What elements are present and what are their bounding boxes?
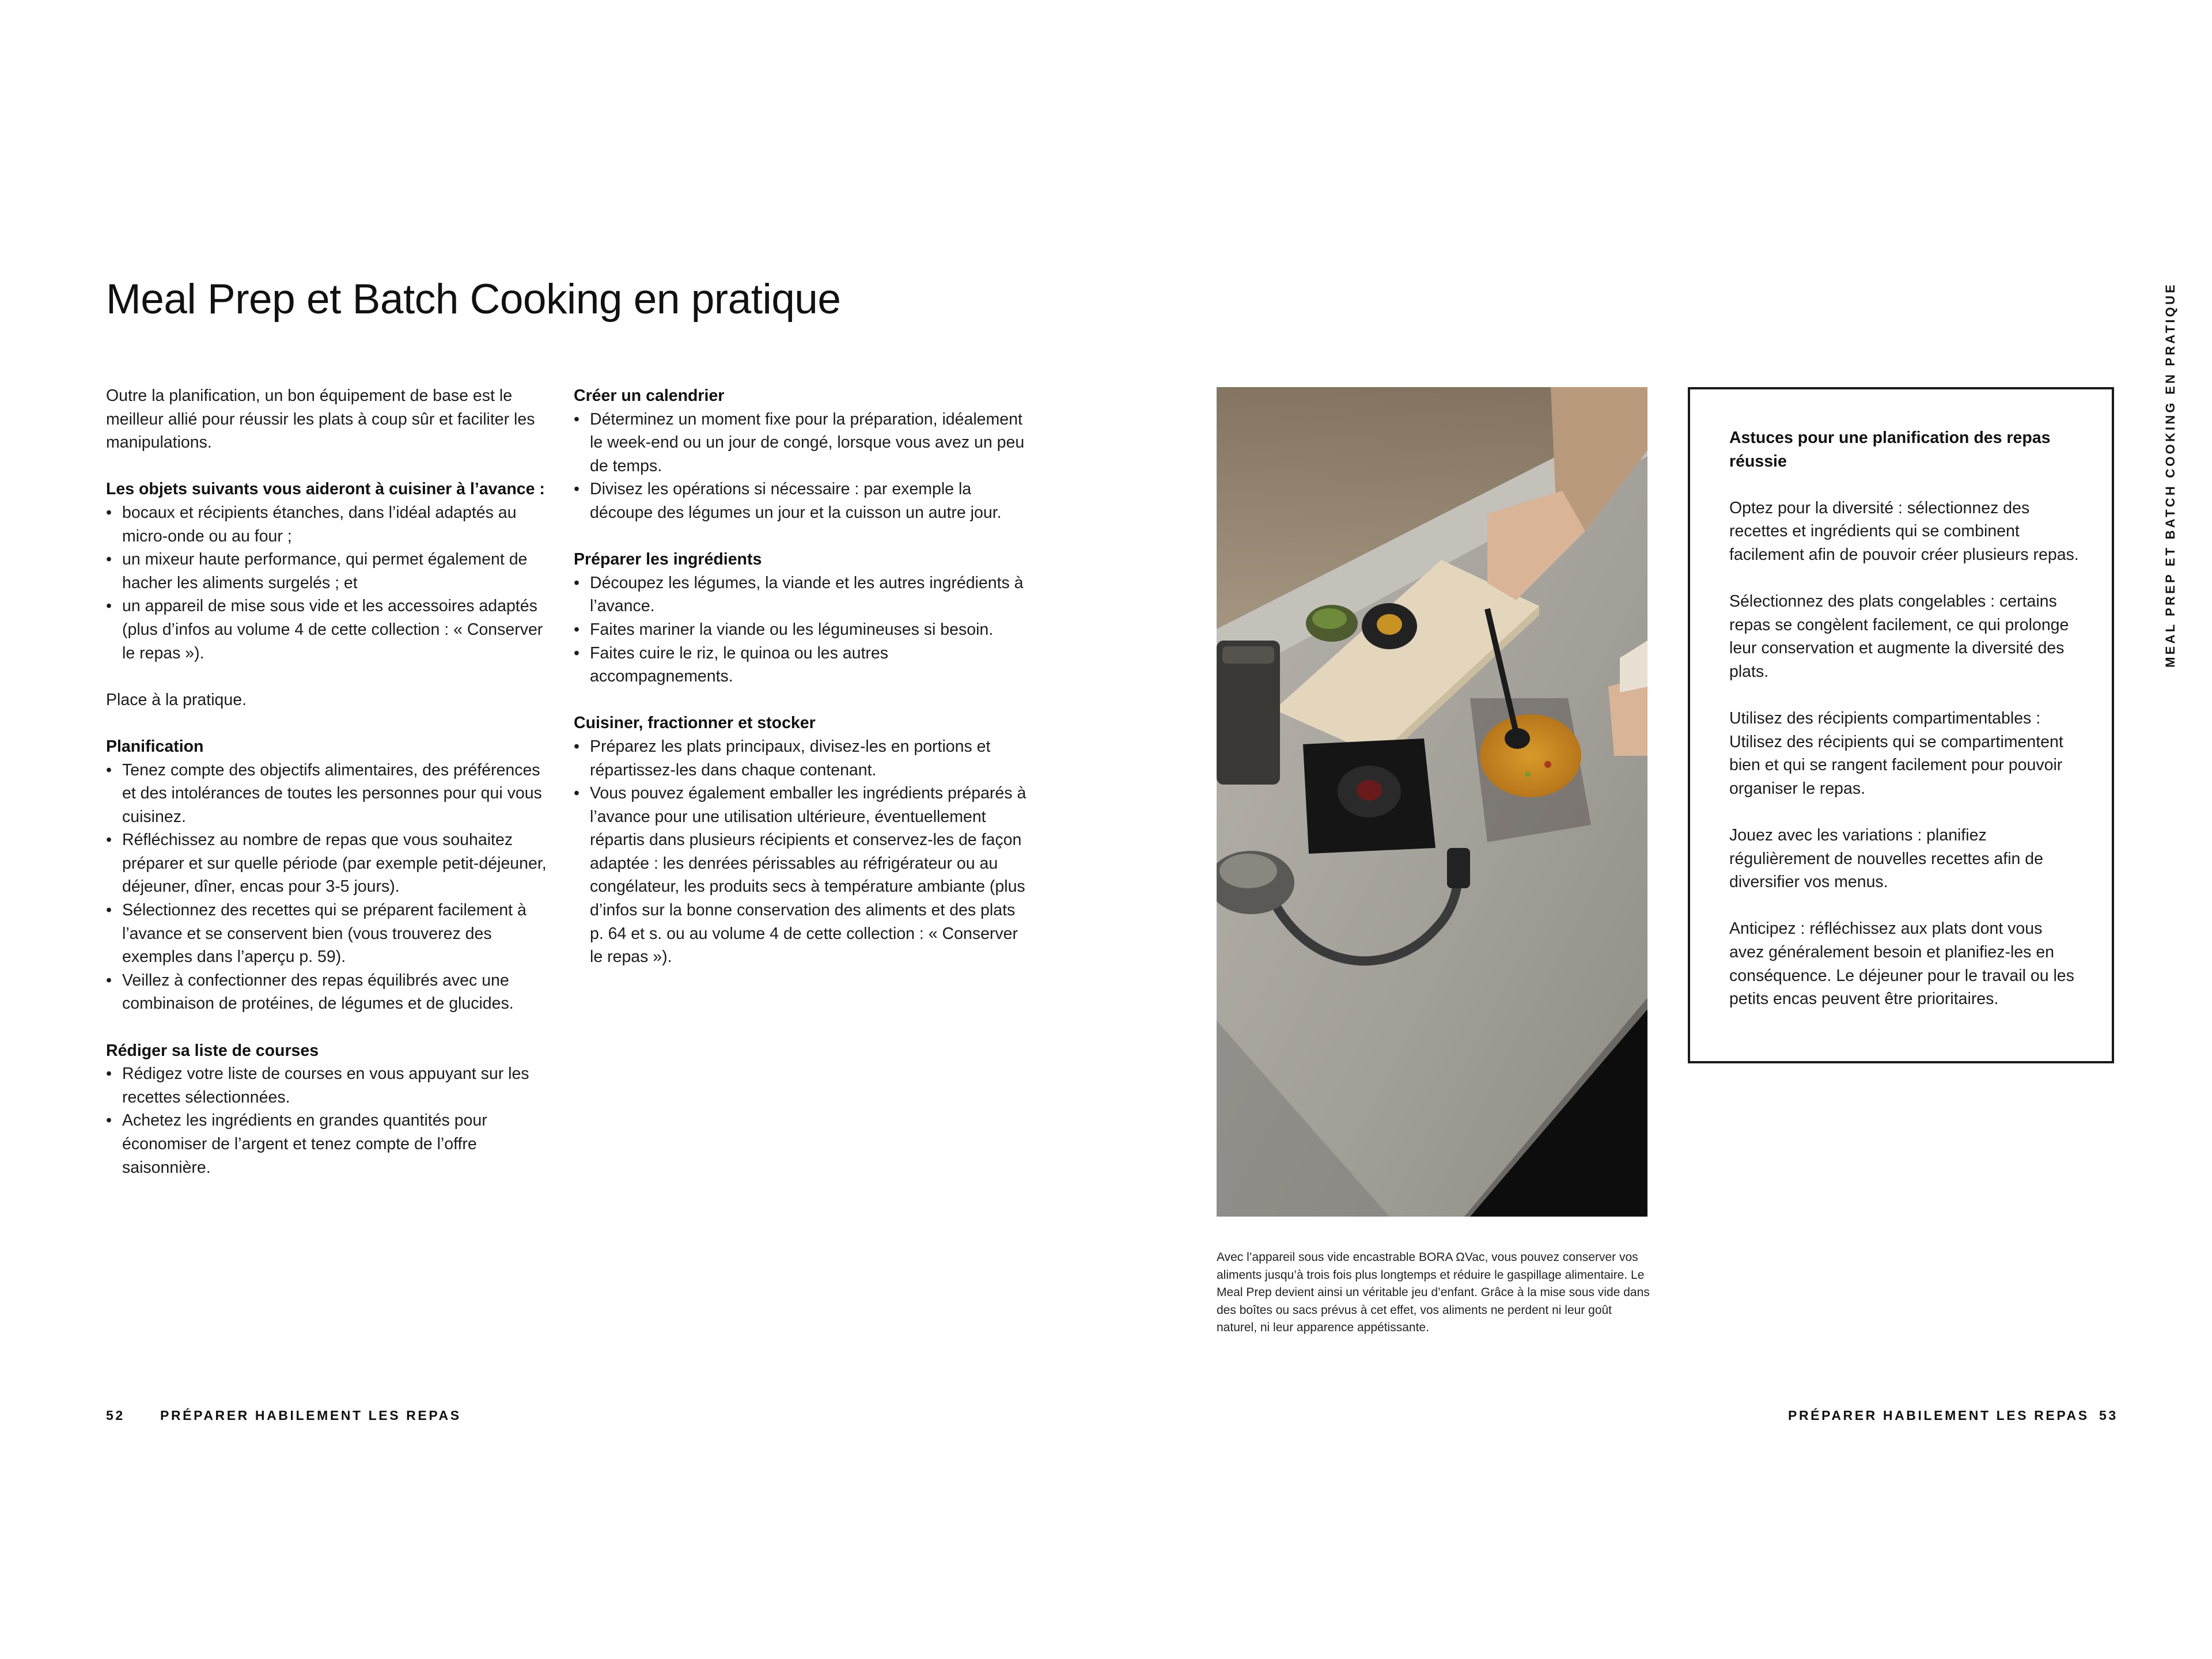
list-item: • un appareil de mise sous vide et les accessoires adaptés (plus d’infos au volume 4 de cette collection : « Conserver le repas »).: [106, 594, 550, 665]
vertical-running-title: MEAL PREP ET BATCH COOKING EN PRATIQUE: [2163, 282, 2177, 668]
list-item: • Faites mariner la viande ou les légumineuses si besoin.: [574, 618, 1029, 642]
right-page-number: 53: [2099, 1408, 2118, 1423]
list-item: • Tenez compte des objectifs alimentaires, des préférences et des intolérances de toutes les personnes pour qui vous cuisinez.: [106, 759, 550, 829]
list-item: • Réfléchissez au nombre de repas que vous souhaitez préparer et sur quelle période (par exemple petit-déjeuner, déjeuner, dîner, encas pour 3-5 jours).: [106, 828, 550, 899]
list-item: • Achetez les ingrédients en grandes quantités pour économiser de l’argent et tenez compte de l’offre saisonnière.: [106, 1109, 550, 1179]
left-running-footer: PRÉPARER HABILEMENT LES REPAS: [160, 1408, 461, 1423]
right-running-footer: PRÉPARER HABILEMENT LES REPAS: [1788, 1408, 2089, 1423]
intro-paragraph: Outre la planification, un bon équipement de base est le meilleur allié pour réussir les plats à coup sûr et faciliter les manipulations.: [106, 387, 535, 452]
tip-item: Sélectionnez des plats congelables : certains repas se congèlent facilement, ce qui prolonge leur conservation et augmente la diversité des plats.: [1729, 592, 2069, 681]
left-text-column: [106, 384, 550, 1179]
tips-box: [1688, 387, 2114, 1063]
page-title: Meal Prep et Batch Cooking en pratique: [106, 276, 841, 323]
cook-list: [574, 735, 1029, 969]
planning-list: [106, 759, 550, 1016]
list-item: • Faites cuire le riz, le quinoa ou les autres accompagnements.: [574, 642, 1029, 688]
tools-list: [106, 501, 550, 665]
list-item: • un mixeur haute performance, qui permet également de hacher les aliments surgelés ; et: [106, 548, 550, 594]
planning-heading: Planification: [106, 737, 204, 756]
list-item: • Vous pouvez également emballer les ingrédients préparés à l’avance pour une utilisation ultérieure, éventuellement répartis dans plusieurs récipients et conservez-les de façon adaptée : les denrées périssables au réfrigérateur ou au congélateur, les produits secs à température ambiante (plus d’infos sur la bonne conservation des aliments et des plats p. 64 et s. ou au volume 4 de cette collection : « Conserver le repas »).: [574, 782, 1029, 969]
tip-item: Optez pour la diversité : sélectionnez des recettes et ingrédients qui se combinent facilement afin de pouvoir créer plusieurs repas.: [1729, 498, 2079, 564]
list-item: • Veillez à confectionner des repas équilibrés avec une combinaison de protéines, de légumes et de glucides.: [106, 969, 550, 1016]
list-item: • Découpez les légumes, la viande et les autres ingrédients à l’avance.: [574, 571, 1029, 618]
tip-item: Utilisez des récipients compartimentables : Utilisez des récipients qui se compartimentent bien et qui se rangent facilement pour pouvoir organiser le repas.: [1729, 709, 2063, 798]
middle-text-column: [574, 384, 1029, 969]
list-item: • bocaux et récipients étanches, dans l’idéal adaptés au micro-onde ou au four ;: [106, 501, 550, 548]
tools-heading: Les objets suivants vous aideront à cuisiner à l’avance :: [106, 480, 545, 499]
list-item: • Déterminez un moment fixe pour la préparation, idéalement le week-end ou un jour de congé, lorsque vous avez un peu de temps.: [574, 408, 1029, 478]
list-item: • Rédigez votre liste de courses en vous appuyant sur les recettes sélectionnées.: [106, 1062, 550, 1109]
tip-item: Anticipez : réfléchissez aux plats dont vous avez généralement besoin et planifiez-les en conséquence. Le déjeuner pour le travail ou les petits encas peuvent être prioritaires.: [1729, 919, 2074, 1009]
left-page-number: 52: [106, 1408, 125, 1423]
list-item: • Préparez les plats principaux, divisez-les en portions et répartissez-les dans chaque contenant.: [574, 735, 1029, 782]
ingredients-heading: Préparer les ingrédients: [574, 550, 762, 569]
tips-heading: Astuces pour une planification des repas réussie: [1729, 429, 2051, 471]
calendar-list: [574, 408, 1029, 525]
cook-heading: Cuisiner, fractionner et stocker: [574, 714, 816, 733]
kitchen-photo: [1217, 387, 1647, 1217]
kitchen-photo-illustration: [1217, 387, 1647, 1217]
practice-line: Place à la pratique.: [106, 690, 247, 709]
ingredients-list: [574, 571, 1029, 688]
shopping-list: [106, 1062, 550, 1179]
list-item: • Sélectionnez des recettes qui se préparent facilement à l’avance et se conservent bien (vous trouverez des exemples dans l’aperçu p. 59).: [106, 899, 550, 969]
tip-item: Jouez avec les variations : planifiez régulièrement de nouvelles recettes afin de diversifier vos menus.: [1729, 826, 2043, 892]
shopping-heading: Rédiger sa liste de courses: [106, 1041, 319, 1060]
list-item: • Divisez les opérations si nécessaire : par exemple la découpe des légumes un jour et la cuisson un autre jour.: [574, 478, 1029, 524]
photo-caption: Avec l’appareil sous vide encastrable BORA ΩVac, vous pouvez conserver vos aliments jusqu’à trois fois plus longtemps et réduire le gaspillage alimentaire. Le Meal Prep devient ainsi un véritable jeu d’enfant. Grâce à la mise sous vide dans des boîtes ou sacs prévus à cet effet, vos aliments ne perdent ni leur goût naturel, ni leur apparence appétissante.: [1217, 1251, 1650, 1334]
calendar-heading: Créer un calendrier: [574, 387, 725, 405]
